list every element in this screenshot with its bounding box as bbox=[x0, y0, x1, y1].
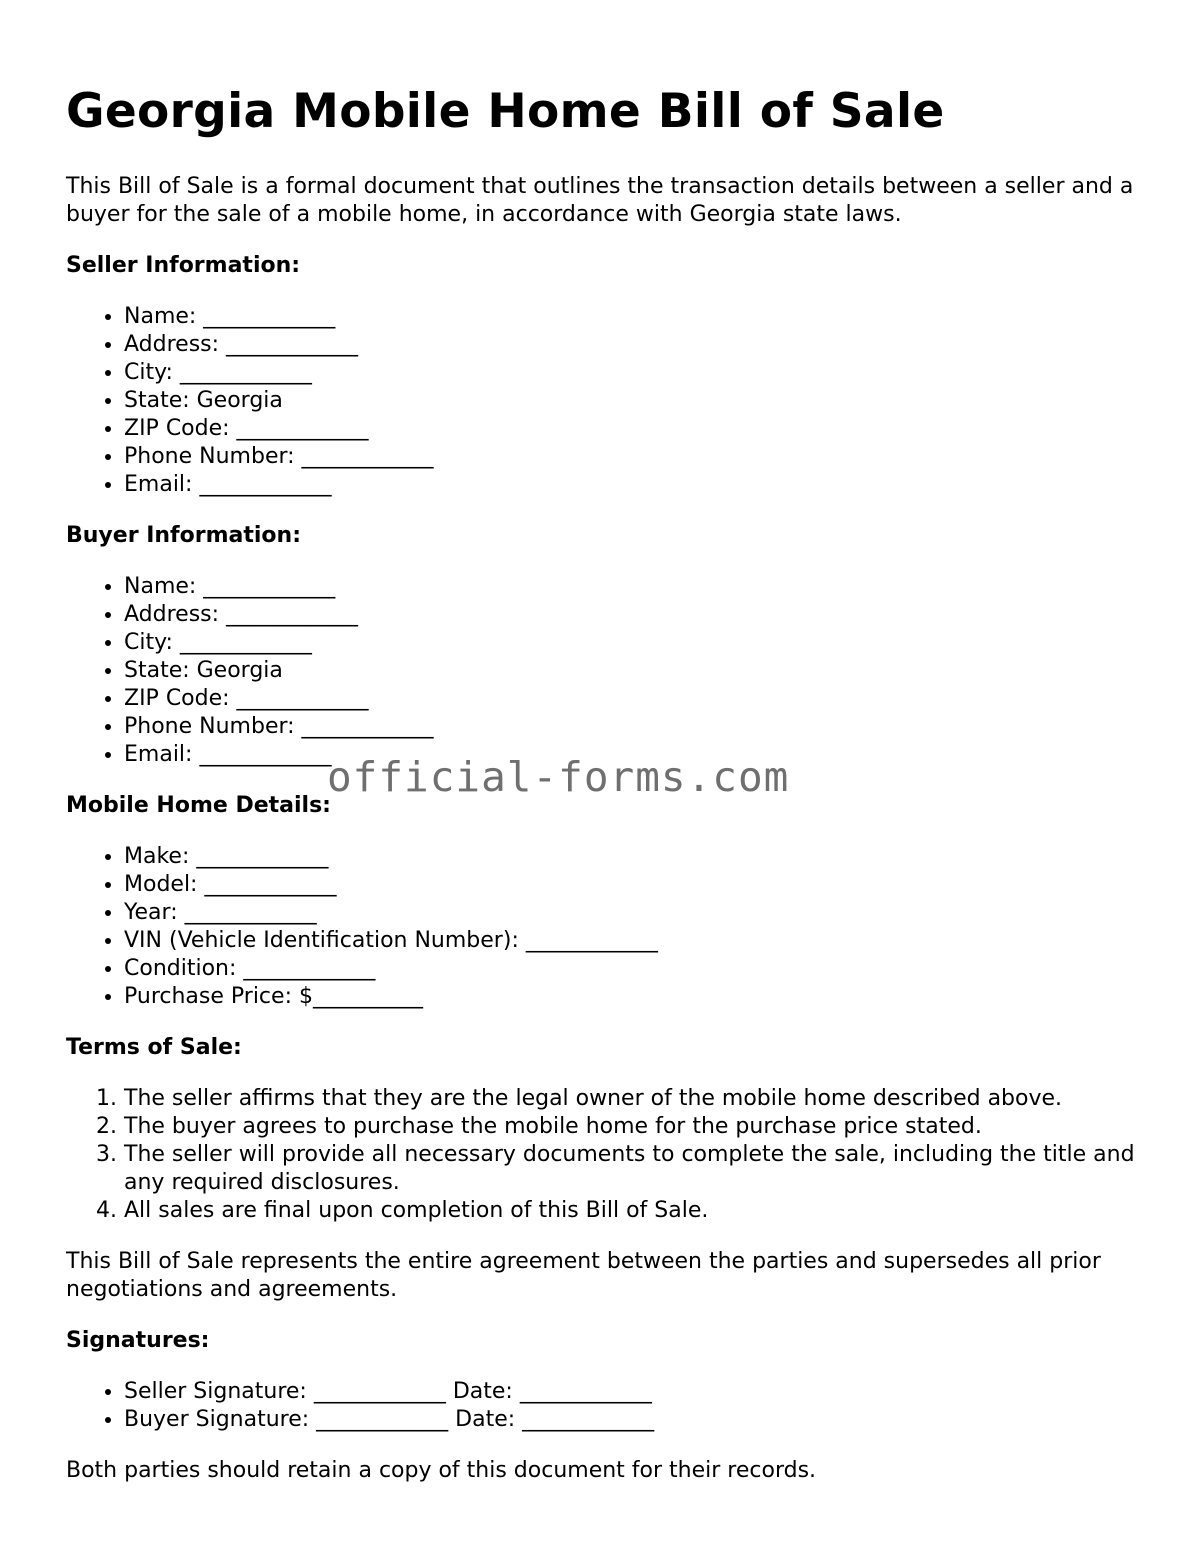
home-year: • Year: ____________ bbox=[124, 899, 1136, 927]
footer-note: Both parties should retain a copy of this document for their records. bbox=[66, 1458, 817, 1483]
buyer-city: • City: ____________ bbox=[124, 629, 1136, 657]
seller-email: • Email: ____________ bbox=[124, 471, 1136, 499]
buyer-list bbox=[66, 573, 1136, 769]
seller-name: • Name: ____________ bbox=[124, 303, 1136, 331]
buyer-phone: • Phone Number: ____________ bbox=[124, 713, 1136, 741]
buyer-zip: • ZIP Code: ____________ bbox=[124, 685, 1136, 713]
buyer-email: • Email: ____________ bbox=[124, 741, 1136, 769]
buyer-name: • Name: ____________ bbox=[124, 573, 1136, 601]
buyer-signature-line: • Buyer Signature: ____________ Date: ____________ bbox=[124, 1406, 1136, 1434]
seller-city: • City: ____________ bbox=[124, 359, 1136, 387]
buyer-state: • State: Georgia bbox=[124, 657, 1136, 685]
page-title: Georgia Mobile Home Bill of Sale bbox=[66, 84, 945, 139]
seller-list bbox=[66, 303, 1136, 499]
agreement-paragraph: This Bill of Sale represents the entire agreement between the parties and supersedes all prior negotiations and agreements. bbox=[66, 1249, 1101, 1302]
buyer-heading: Buyer Information: bbox=[66, 523, 301, 548]
term-item: 4. All sales are final upon completion of this Bill of Sale. bbox=[124, 1197, 1136, 1225]
signatures-heading: Signatures: bbox=[66, 1328, 210, 1353]
term-item: 1. The seller affirms that they are the legal owner of the mobile home described above. bbox=[124, 1085, 1136, 1113]
document-page bbox=[66, 0, 1136, 1485]
home-condition: • Condition: ____________ bbox=[124, 955, 1136, 983]
watermark-text: official-forms.com bbox=[327, 753, 790, 801]
seller-heading: Seller Information: bbox=[66, 253, 301, 278]
terms-list bbox=[66, 1085, 1136, 1225]
term-item: 2. The buyer agrees to purchase the mobile home for the purchase price stated. bbox=[124, 1113, 1136, 1141]
home-model: • Model: ____________ bbox=[124, 871, 1136, 899]
home-details-heading: Mobile Home Details: bbox=[66, 793, 331, 818]
home-make: • Make: ____________ bbox=[124, 843, 1136, 871]
term-item: 3. The seller will provide all necessary documents to complete the sale, including the title and any required disclosures. bbox=[124, 1141, 1136, 1197]
intro-paragraph: This Bill of Sale is a formal document that outlines the transaction details between a seller and a buyer for the sale of a mobile home, in accordance with Georgia state laws. bbox=[66, 174, 1134, 227]
terms-heading: Terms of Sale: bbox=[66, 1035, 242, 1060]
signatures-list bbox=[66, 1378, 1136, 1434]
home-vin: • VIN (Vehicle Identification Number): ____________ bbox=[124, 927, 1136, 955]
home-price: • Purchase Price: $__________ bbox=[124, 983, 1136, 1011]
seller-state: • State: Georgia bbox=[124, 387, 1136, 415]
home-details-list bbox=[66, 843, 1136, 1011]
seller-zip: • ZIP Code: ____________ bbox=[124, 415, 1136, 443]
seller-phone: • Phone Number: ____________ bbox=[124, 443, 1136, 471]
seller-address: • Address: ____________ bbox=[124, 331, 1136, 359]
seller-signature-line: • Seller Signature: ____________ Date: ____________ bbox=[124, 1378, 1136, 1406]
buyer-address: • Address: ____________ bbox=[124, 601, 1136, 629]
